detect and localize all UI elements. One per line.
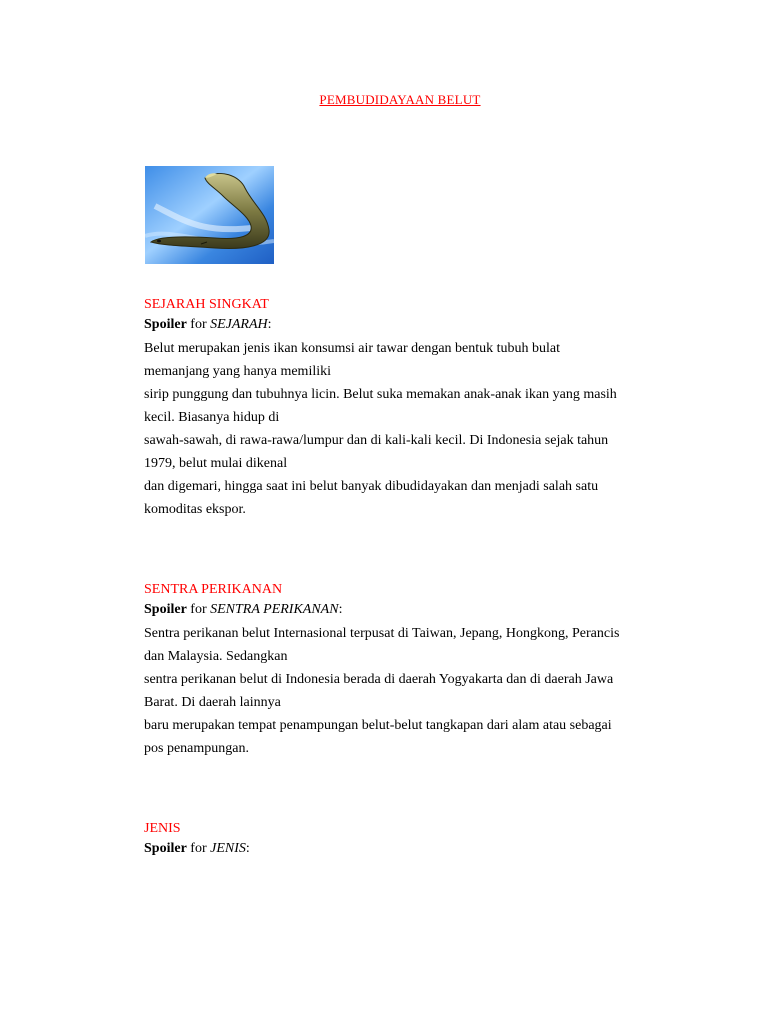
page-title: PEMBUDIDAYAAN BELUT <box>319 92 481 107</box>
section-sentra-perikanan <box>144 580 664 760</box>
paragraph-line: memanjang yang hanya memiliki <box>144 364 332 379</box>
spoiler-label: Spoiler <box>144 317 187 332</box>
paragraph-line: Barat. Di daerah lainnya <box>144 695 281 710</box>
section-heading: SENTRA PERIKANAN <box>144 582 283 597</box>
paragraph-line: baru merupakan tempat penampungan belut-belut tangkapan dari alam atau sebagai <box>144 718 612 733</box>
paragraph-line: sirip punggung dan tubuhnya licin. Belut suka memakan anak-anak ikan yang masih <box>144 387 617 402</box>
spoiler-for: for <box>190 602 207 617</box>
spoiler-colon: : <box>338 602 343 617</box>
spoiler-colon: : <box>267 317 272 332</box>
spoiler-for: for <box>190 841 207 856</box>
paragraph-line: pos penampungan. <box>144 741 249 756</box>
paragraph-line: 1979, belut mulai dikenal <box>144 456 288 471</box>
paragraph-line: Sentra perikanan belut Internasional terpusat di Taiwan, Jepang, Hongkong, Perancis <box>144 626 620 641</box>
eel-illustration <box>145 166 274 264</box>
spoiler-colon: : <box>245 841 250 856</box>
spoiler-label: Spoiler <box>144 841 187 856</box>
spoiler-topic: JENIS <box>210 841 246 856</box>
spoiler-line <box>144 600 664 620</box>
spoiler-line <box>144 839 664 859</box>
paragraph-line: sentra perikanan belut di Indonesia berada di daerah Yogyakarta dan di daerah Jawa <box>144 672 614 687</box>
spoiler-topic: SEJARAH <box>210 317 268 332</box>
spoiler-for: for <box>190 317 207 332</box>
spoiler-topic: SENTRA PERIKANAN <box>210 602 339 617</box>
paragraph-line: dan digemari, hingga saat ini belut banyak dibudidayakan dan menjadi salah satu <box>144 479 599 494</box>
spoiler-label: Spoiler <box>144 602 187 617</box>
eel-icon <box>145 166 274 264</box>
paragraph-line: sawah-sawah, di rawa-rawa/lumpur dan di kali-kali kecil. Di Indonesia sejak tahun <box>144 433 609 448</box>
section-jenis <box>144 819 664 861</box>
paragraph-line: Belut merupakan jenis ikan konsumsi air tawar dengan bentuk tubuh bulat <box>144 341 561 356</box>
paragraph-line: kecil. Biasanya hidup di <box>144 410 280 425</box>
section-heading: JENIS <box>144 821 181 836</box>
section-sejarah <box>144 295 664 521</box>
paragraph-line: komoditas ekspor. <box>144 502 246 517</box>
section-heading: SEJARAH SINGKAT <box>144 297 269 312</box>
paragraph-line: dan Malaysia. Sedangkan <box>144 649 288 664</box>
spoiler-line <box>144 315 664 335</box>
